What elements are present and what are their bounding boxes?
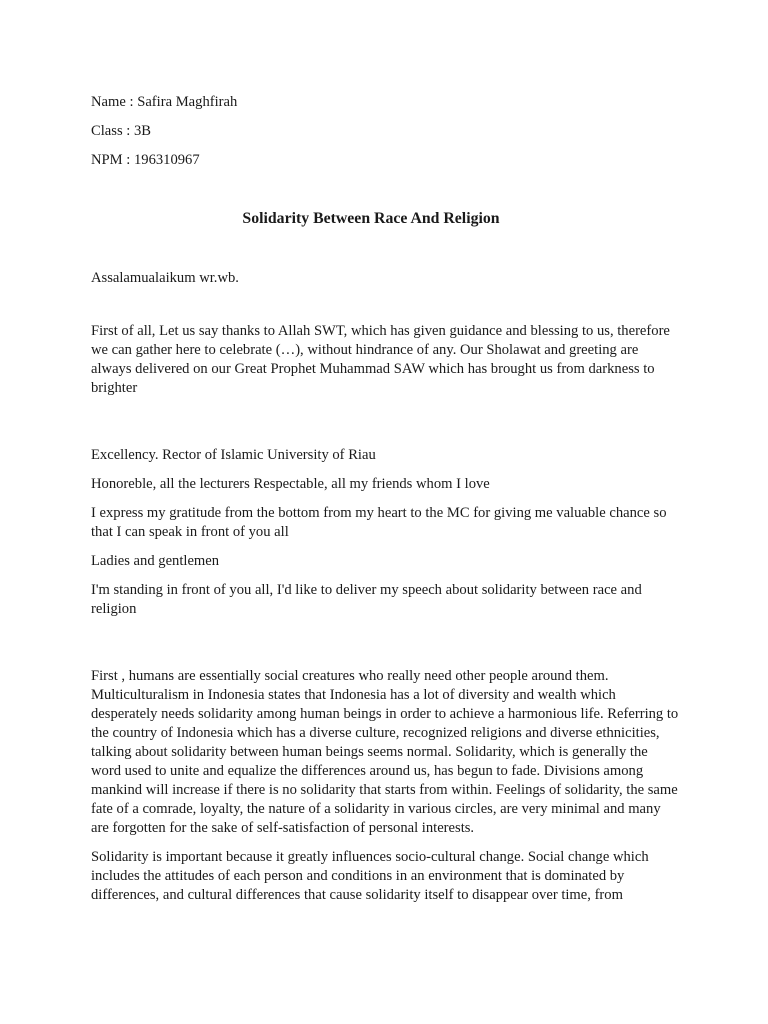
solidarity-paragraph: Solidarity is important because it greatly influences socio-cultural change. Social change which includes the attitudes of each person and conditions in an environment that is dominated by differences, and cultural differences that cause solidarity itself to disappear over time, from bbox=[91, 849, 649, 903]
document-body bbox=[91, 93, 681, 905]
student-npm: NPM : 196310967 bbox=[91, 152, 200, 168]
ladies-line: Ladies and gentlemen bbox=[91, 553, 220, 569]
excellency-line: Excellency. Rector of Islamic University of Riau bbox=[91, 447, 376, 463]
gratitude-paragraph: I express my gratitude from the bottom from my heart to the MC for giving me valuable chance so that I can speak in front of you all bbox=[91, 505, 667, 540]
standing-paragraph: I'm standing in front of you all, I'd like to deliver my speech about solidarity between race and religion bbox=[91, 582, 642, 617]
student-name: Name : Safira Maghfirah bbox=[91, 94, 238, 110]
first-paragraph: First , humans are essentially social creatures who really need other people around them. Multiculturalism in Indonesia states that Indonesia has a lot of diversity and wealth which desperately needs solidarity among human beings in order to achieve a harmonious life. Referring to the country of Indonesia which has a diverse culture, recognized religions and diverse ethnicities, talking about solidarity between human beings seems normal. Solidarity, which is generally the word used to unite and equalize the differences around us, has begun to fade. Divisions among mankind will increase if there is no solidarity that starts from within. Feelings of solidarity, the same fate of a comrade, loyalty, the nature of a solidarity in various circles, are very minimal and many are forgotten for the sake of self-satisfaction of personal interests. bbox=[91, 668, 679, 836]
student-class: Class : 3B bbox=[91, 123, 152, 139]
greeting: Assalamualaikum wr.wb. bbox=[91, 270, 239, 286]
speech-title: Solidarity Between Race And Religion bbox=[242, 210, 500, 227]
opening-paragraph: First of all, Let us say thanks to Allah SWT, which has given guidance and blessing to us, therefore we can gather here to celebrate (…), without hindrance of any. Our Sholawat and greeting are always delivered on our Great Prophet Muhammad SAW which has brought us from darkness to brighter bbox=[91, 323, 670, 396]
honoreble-line: Honoreble, all the lecturers Respectable, all my friends whom I love bbox=[91, 476, 490, 492]
